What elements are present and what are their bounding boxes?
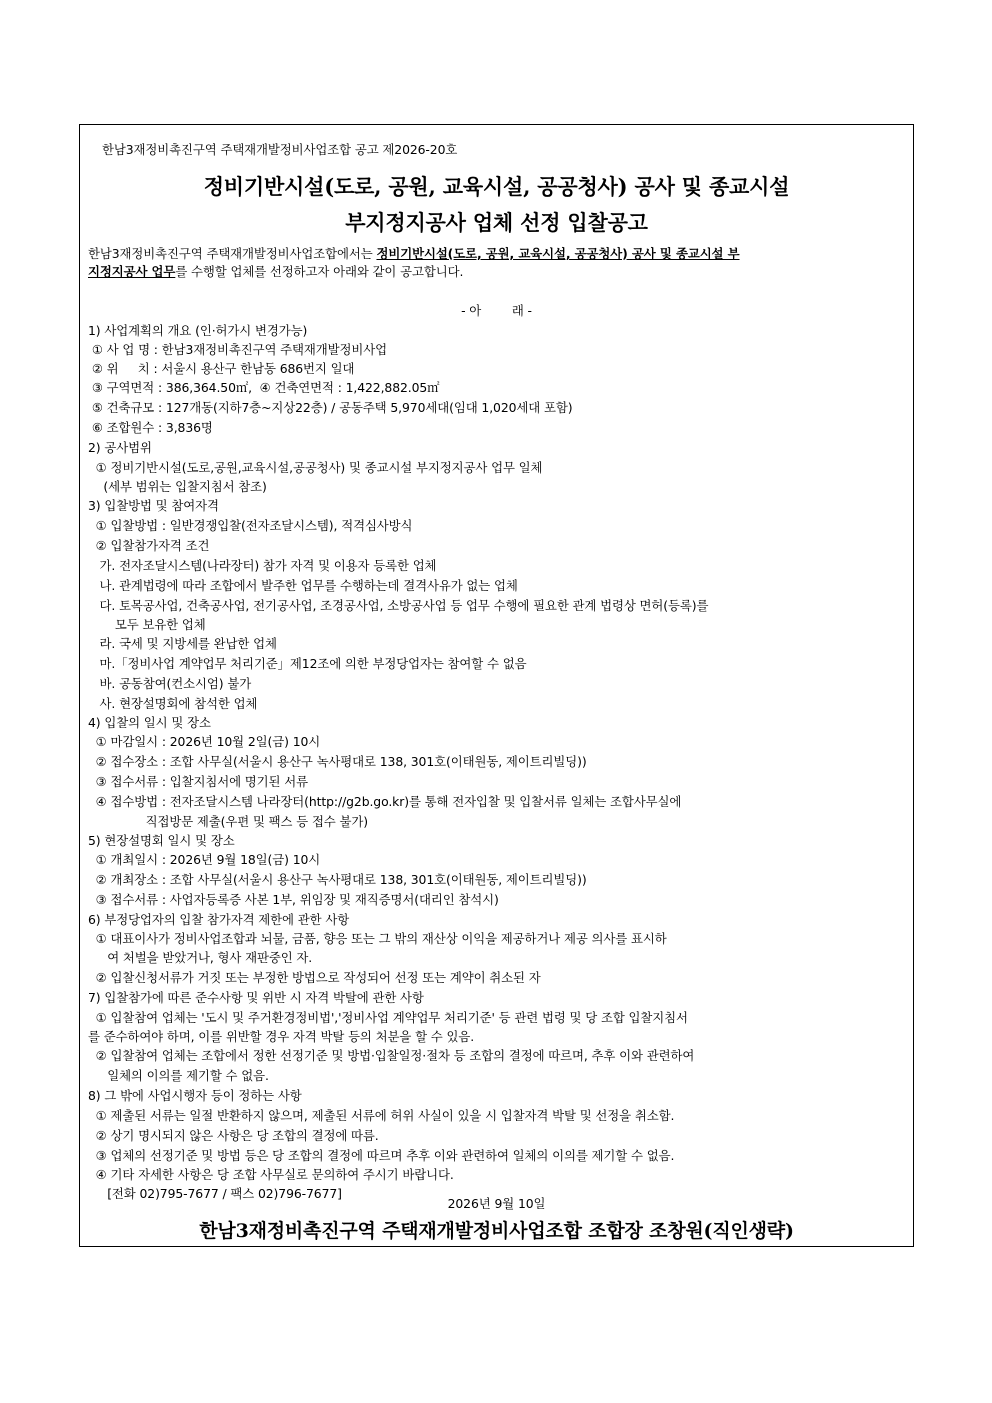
below-heading: - 아 래 - — [461, 303, 532, 318]
body-line: ② 입찰참여 업체는 조합에서 정한 선정기준 및 방법·입찰일정·절차 등 조합의 결정에 따르며, 추후 이와 관련하여 — [88, 1048, 695, 1063]
intro-line-1 — [88, 245, 740, 263]
body-line: 가. 전자조달시스템(나라장터) 참가 자격 및 이용자 등록한 업체 — [88, 558, 437, 573]
body-line: ① 대표이사가 정비사업조합과 뇌물, 금품, 향응 또는 그 밖의 재산상 이익을 제공하거나 제공 의사를 표시하 — [88, 931, 667, 946]
body-line: 4) 입찰의 일시 및 장소 — [88, 715, 211, 730]
body-line: ① 정비기반시설(도로,공원,교육시설,공공청사) 및 종교시설 부지정지공사 업무 일체 — [88, 460, 543, 475]
body-line: 일체의 이의를 제기할 수 없음. — [88, 1068, 269, 1083]
body-line: 3) 입찰방법 및 참여자격 — [88, 498, 219, 513]
body-line: 7) 입찰참가에 따른 준수사항 및 위반 시 자격 박탈에 관한 사항 — [88, 990, 424, 1005]
intro-text: 한남3재정비촉진구역 주택재개발정비사업조합에서는 — [88, 246, 377, 261]
intro-emphasis-2: 지정지공사 업무 — [88, 264, 176, 279]
body-line: ② 위 치 : 서울시 용산구 한남동 686번지 일대 — [88, 361, 355, 376]
notice-frame — [79, 124, 914, 1247]
body-line: ③ 업체의 선정기준 및 방법 등은 당 조합의 결정에 따르며 추후 이와 관련하여 일체의 이의를 제기할 수 없음. — [88, 1148, 675, 1163]
body-line: ② 접수장소 : 조합 사무실(서울시 용산구 녹사평대로 138, 301호(이태원동, 제이트리빌딩)) — [88, 754, 587, 769]
body-line: 마.「정비사업 계약업무 처리기준」제12조에 의한 부정당업자는 참여할 수 없음 — [88, 656, 527, 671]
intro-emphasis-1: 정비기반시설(도로, 공원, 교육시설, 공공청사) 공사 및 종교시설 부 — [376, 246, 740, 261]
notice-date: 2026년 9월 10일 — [447, 1196, 546, 1211]
body-line: ④ 접수방법 : 전자조달시스템 나라장터(http://g2b.go.kr)를 통해 전자입찰 및 입찰서류 일체는 조합사무실에 — [88, 794, 682, 809]
body-line: 바. 공동참여(컨소시엄) 불가 — [88, 676, 252, 691]
intro-text-2: 를 수행할 업체를 선정하고자 아래와 같이 공고합니다. — [175, 264, 464, 279]
body-line: 를 준수하여야 하며, 이를 위반할 경우 자격 박탈 등의 처분을 할 수 있음. — [88, 1029, 475, 1044]
body-line: ② 입찰참가자격 조건 — [88, 538, 210, 553]
body-line: ① 사 업 명 : 한남3재정비촉진구역 주택재개발정비사업 — [88, 342, 387, 357]
body-line: ① 입찰참여 업체는 '도시 및 주거환경정비법','정비사업 계약업무 처리기준' 등 관련 법령 및 당 조합 입찰지침서 — [88, 1010, 688, 1025]
body-line: 5) 현장설명회 일시 및 장소 — [88, 833, 235, 848]
body-line: ④ 기타 자세한 사항은 당 조합 사무실로 문의하여 주시기 바랍니다. — [88, 1167, 454, 1182]
body-line: ③ 접수서류 : 입찰지침서에 명기된 서류 — [88, 774, 308, 789]
body-line: ③ 구역면적 : 386,364.50㎡, ④ 건축연면적 : 1,422,882.05㎡ — [88, 380, 440, 395]
body-line: 직접방문 제출(우편 및 팩스 등 접수 불가) — [88, 814, 368, 829]
title-line-2: 부지정지공사 업체 선정 입찰공고 — [345, 210, 648, 235]
body-line: ① 마감일시 : 2026년 10월 2일(금) 10시 — [88, 734, 321, 749]
body-line: 2) 공사범위 — [88, 440, 152, 455]
body-line: 사. 현장설명회에 참석한 업체 — [88, 696, 258, 711]
body-line: ⑥ 조합원수 : 3,836명 — [88, 420, 213, 435]
body-line: ① 제출된 서류는 일절 반환하지 않으며, 제출된 서류에 허위 사실이 있을 시 입찰자격 박탈 및 선정을 취소함. — [88, 1108, 675, 1123]
body-line: ② 입찰신청서류가 거짓 또는 부정한 방법으로 작성되어 선정 또는 계약이 취소된 자 — [88, 970, 541, 985]
body-line: ① 개최일시 : 2026년 9월 18일(금) 10시 — [88, 852, 321, 867]
body-line: 1) 사업계획의 개요 (인·허가시 변경가능) — [88, 323, 308, 338]
body-line: 6) 부정당업자의 입찰 참가자격 제한에 관한 사항 — [88, 912, 350, 927]
body-line: 8) 그 밖에 사업시행자 등이 정하는 사항 — [88, 1088, 302, 1103]
body-line: (세부 범위는 입찰지침서 참조) — [88, 479, 267, 494]
body-line: 다. 토목공사업, 건축공사업, 전기공사업, 조경공사업, 소방공사업 등 업무 수행에 필요한 관계 법령상 면허(등록)를 — [88, 598, 709, 613]
notice-number: 한남3재정비촉진구역 주택재개발정비사업조합 공고 제2026-20호 — [102, 142, 458, 157]
title-line-1: 정비기반시설(도로, 공원, 교육시설, 공공청사) 공사 및 종교시설 — [203, 174, 790, 199]
body-line: ② 상기 명시되지 않은 사항은 당 조합의 결정에 따름. — [88, 1128, 379, 1143]
body-line: ⑤ 건축규모 : 127개동(지하7층~지상22층) / 공동주택 5,970세대(임대 1,020세대 포함) — [88, 400, 573, 415]
intro-line-2 — [88, 263, 463, 281]
body-line: ③ 접수서류 : 사업자등록증 사본 1부, 위임장 및 재직증명서(대리인 참석시) — [88, 892, 499, 907]
body-line: 라. 국세 및 지방세를 완납한 업체 — [88, 636, 277, 651]
signature: 한남3재정비촉진구역 주택재개발정비사업조합 조합장 조창원(직인생략) — [199, 1220, 794, 1242]
body-line: 여 처벌을 받았거나, 형사 재판중인 자. — [88, 950, 313, 965]
body-line: 나. 관계법령에 따라 조합에서 발주한 업무를 수행하는데 결격사유가 없는 업체 — [88, 578, 518, 593]
body-line: 모두 보유한 업체 — [88, 617, 206, 632]
body-line: ② 개최장소 : 조합 사무실(서울시 용산구 녹사평대로 138, 301호(이태원동, 제이트리빌딩)) — [88, 872, 587, 887]
body-line: ① 입찰방법 : 일반경쟁입찰(전자조달시스템), 적격심사방식 — [88, 518, 413, 533]
body-line: [전화 02)795-7677 / 팩스 02)796-7677] — [88, 1186, 342, 1201]
